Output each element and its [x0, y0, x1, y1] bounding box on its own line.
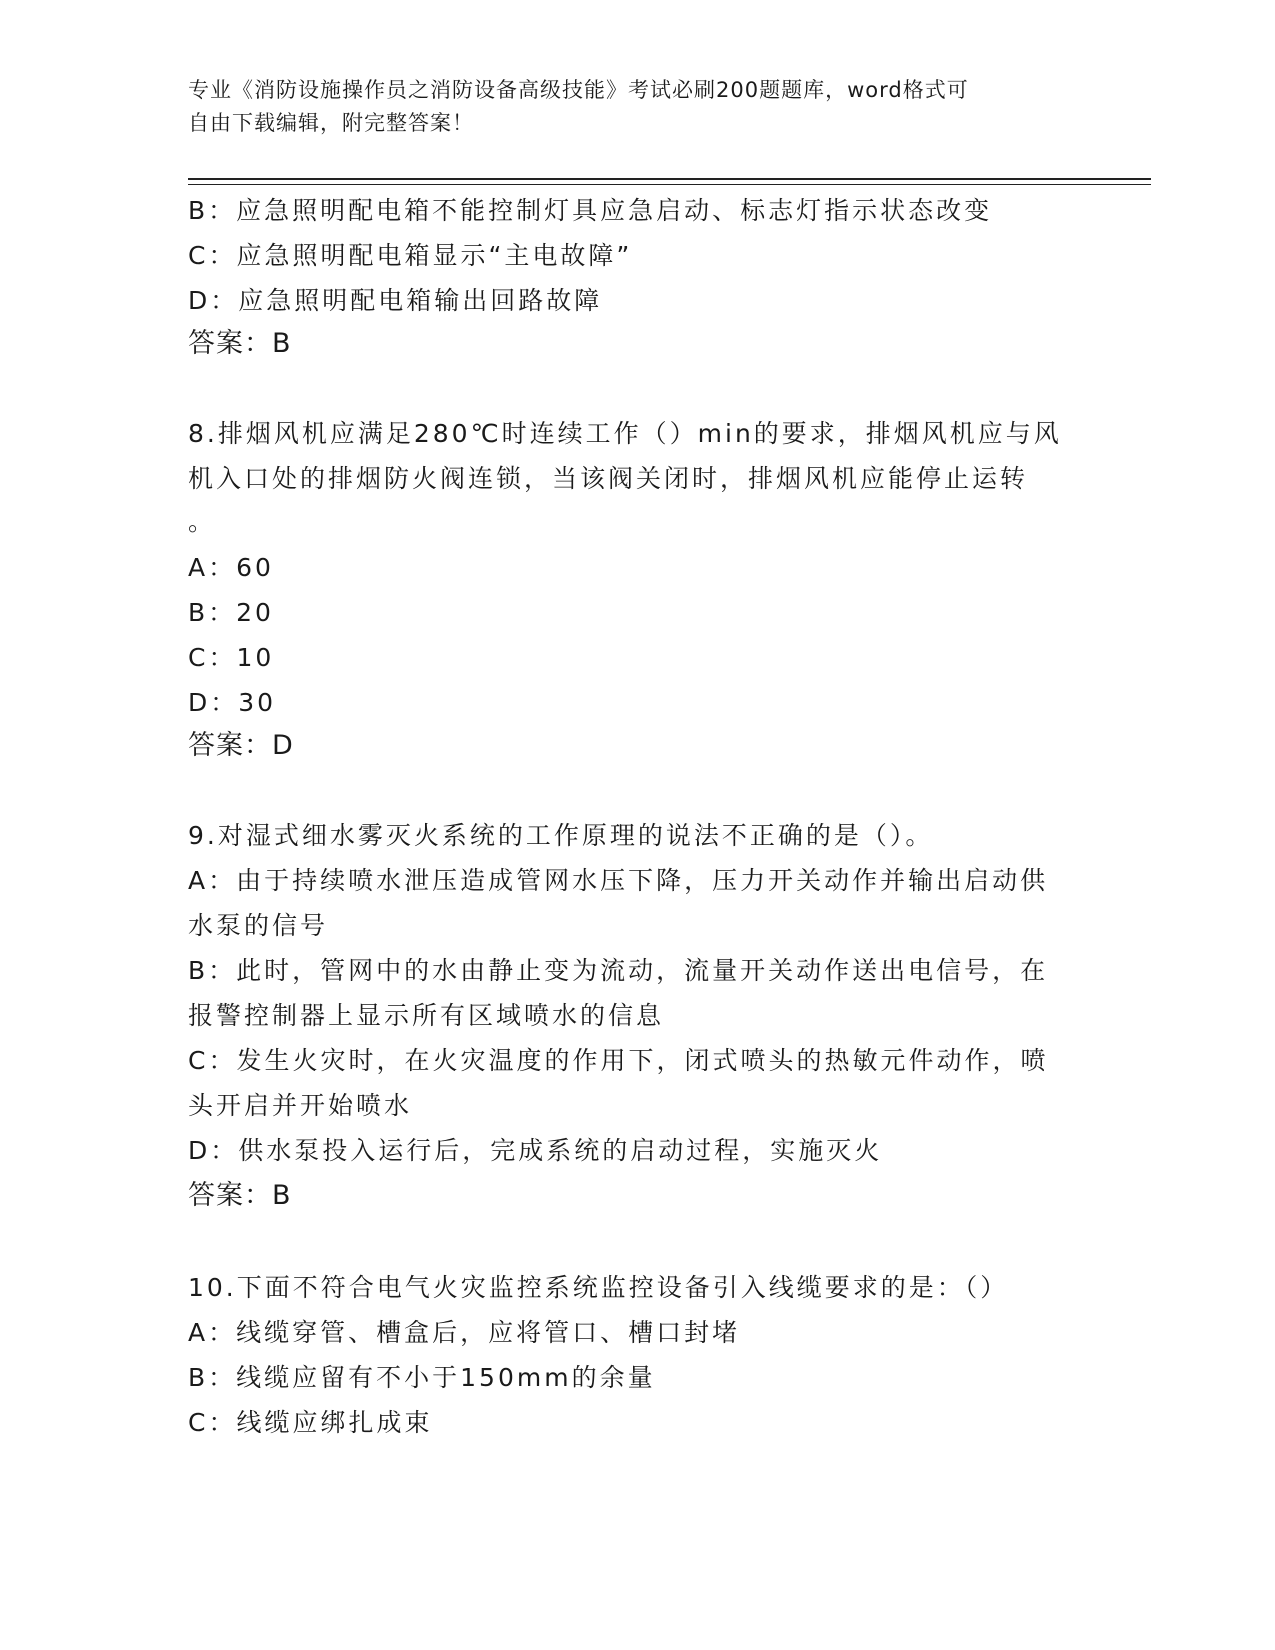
q10-option-a: A：线缆穿管、槽盒后，应将管口、槽口封堵	[188, 1318, 741, 1347]
q9-option-c-line-2: 头开启并开始喷水	[188, 1091, 413, 1120]
q8-stem-line-3: 。	[188, 507, 217, 536]
q9-option-c-line-1: C：发生火灾时，在火灾温度的作用下，闭式喷头的热敏元件动作，喷	[188, 1046, 1049, 1075]
q8-answer: 答案：D	[188, 730, 294, 761]
q9-option-a-line-1: A：由于持续喷水泄压造成管网水压下降，压力开关动作并输出启动供	[188, 866, 1049, 895]
q8-stem-line-2: 机入口处的排烟防火阀连锁，当该阀关闭时，排烟风机应能停止运转	[188, 464, 1029, 493]
q10-stem: 10.下面不符合电气火灾监控系统监控设备引入线缆要求的是：（）	[188, 1273, 1009, 1302]
q9-option-a-line-2: 水泵的信号	[188, 911, 329, 940]
q10-option-b: B：线缆应留有不小于150mm的余量	[188, 1363, 656, 1392]
q7-option-c: C：应急照明配电箱显示“主电故障”	[188, 241, 633, 270]
q9-option-b-line-2: 报警控制器上显示所有区域喷水的信息	[188, 1001, 665, 1030]
q10-option-c: C：线缆应绑扎成束	[188, 1408, 433, 1437]
header-line-2: 自由下载编辑，附完整答案！	[188, 111, 474, 135]
q9-option-b-line-1: B：此时，管网中的水由静止变为流动，流量开关动作送出电信号，在	[188, 956, 1049, 985]
header-line-1: 专业《消防设施操作员之消防设备高级技能》考试必刷200题题库，word格式可	[188, 78, 969, 102]
header-rule-thick	[188, 178, 1151, 180]
q8-option-a: A：60	[188, 553, 274, 582]
q9-answer: 答案：B	[188, 1180, 292, 1211]
q9-option-d: D：供水泵投入运行后，完成系统的启动过程，实施灭火	[188, 1136, 883, 1165]
q9-stem: 9.对湿式细水雾灭火系统的工作原理的说法不正确的是（）。	[188, 821, 934, 850]
q8-option-c: C：10	[188, 643, 275, 672]
q8-stem-line-1: 8.排烟风机应满足280℃时连续工作（）min的要求，排烟风机应与风	[188, 419, 1062, 448]
q7-answer: 答案：B	[188, 328, 292, 359]
q7-option-d: D：应急照明配电箱输出回路故障	[188, 286, 603, 315]
header-rule-thin	[188, 184, 1151, 185]
q7-option-b: B：应急照明配电箱不能控制灯具应急启动、标志灯指示状态改变	[188, 196, 993, 225]
q8-option-d: D：30	[188, 688, 277, 717]
document-header	[188, 74, 1088, 140]
q8-option-b: B：20	[188, 598, 274, 627]
